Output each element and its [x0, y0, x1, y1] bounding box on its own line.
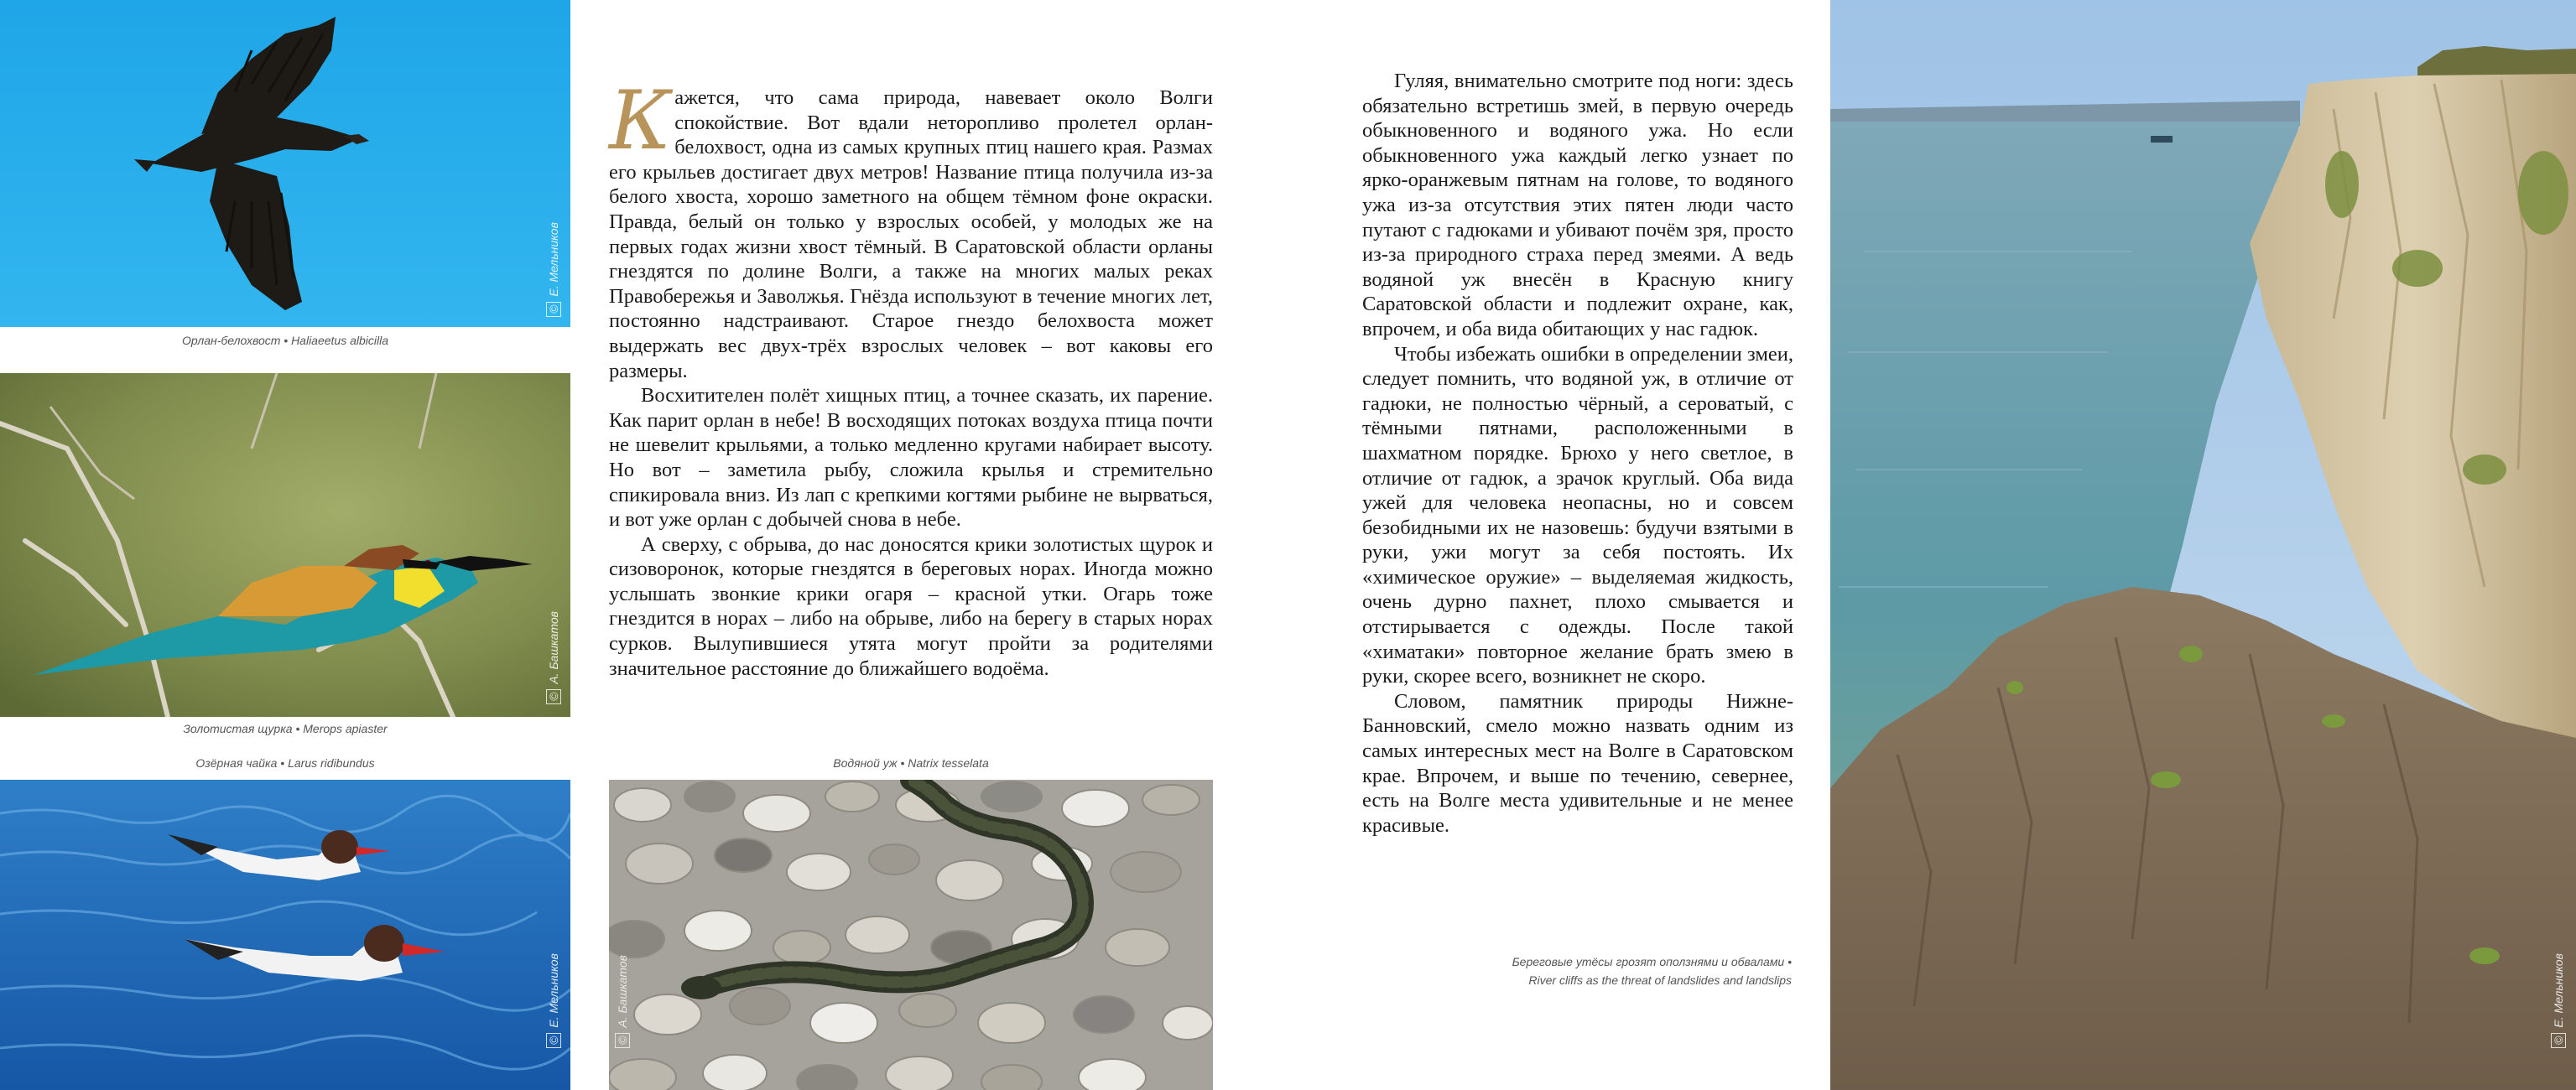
paragraph: А сверху, с обрыва, до нас доносятся крики золотистых щурок и сизоворонок, которые гнездятся в береговых норах. Иногда можно услышать звонкие крики огаря – красной утки. Огарь тоже гнездится в норах – либо на обрыве, либо на берегу в старых норах сурков. Вылупившиеся утята могут пройти за родителями значительное расстояние до ближайшего водоёма. — [609, 532, 1213, 680]
dropcap: К — [609, 74, 672, 168]
paragraph: Восхитителен полёт хищных птиц, а точнее сказать, их парение. Как парит орлан в небе! В восходящих потоках воздуха птица почти не шевелит крыльями, а только медленно кругами набирает высоту. Но вот – заметила рыбу, сложила крылья и стремительно спикировала вниз. Из лап с крепкими когтями рыбине не вырваться, и вот уже орлан с добычей снова в небе. — [609, 384, 1213, 532]
paragraph: Кажется, что сама природа, навевает около Волги спокойствие. Вот вдали неторопливо пролетел орлан-белохвост, одна из самых крупных птиц нашего края. Размах его крыльев достигает двух метров! Название птица получила из-за белого хвоста, хорошо заметного на общем тёмном фоне окраски. Правда, белый он только у взрослых особей, у молодых же на первых годах жизни хвост тёмный. В Саратовской области орланы гнездятся по долине Волги, а также на многих малых реках Правобережья и Заволжья. Гнёзда используют в течение многих лет, постоянно надстраивают. Старое гнездо белохвоста может выдержать вес двух-трёх взрослых человек – вот каковы его размеры. — [609, 74, 1213, 382]
paragraph: Чтобы избежать ошибки в определении змеи, следует помнить, что водяной уж, в отличие от гадюки, не полностью чёрный, а сероватый, с тёмными пятнами, расположенными в шахматном порядке. Брюхо у него светлое, в отличие от гадюк, а зрачок круглый. Оба вида ужей для человека неопасны, но и совсем безобидными их не назовешь: будучи взятыми в руки, ужи могут за себя постоять. Их «химическое оружие» – выделяемая жидкость, очень дурно пахнет, плохо смывается и отстирывается с одежды. После такой «химатаки» повторное желание брать змею в руки, скорее всего, возникнет не скоро. — [1362, 342, 1793, 688]
bee-eater-photo — [0, 373, 570, 717]
photo-credit: ©Е. Мельников — [547, 953, 560, 1048]
gull-photo — [0, 780, 570, 1090]
gull-caption: Озёрная чайка • Larus ridibundus — [195, 756, 375, 770]
snake-photo — [609, 780, 1213, 1090]
paragraph: Словом, памятник природы Нижне-Банновский, смело можно назвать одним из самых интересных мест на Волге в Саратовском крае. Впрочем, и выше по течению, севернее, есть на Волге места удивительные и не менее красивые. — [1362, 689, 1793, 837]
eagle-caption: Орлан-белохвост • Haliaeetus albicilla — [181, 334, 389, 347]
cliff-caption-en: River cliffs as the threat of landslides and landslips — [1528, 973, 1792, 987]
photo-credit: ©Е. Мельников — [547, 222, 560, 317]
photo-credit: ©А. Башкатов — [547, 611, 560, 704]
snake-caption: Водяной уж • Natrix tesselata — [833, 756, 989, 770]
left-text-column — [609, 74, 1213, 681]
photo-credit: ©Е. Мельников — [2552, 953, 2565, 1048]
eagle-photo — [0, 0, 570, 327]
cliff-photo — [1830, 0, 2576, 1090]
cliff-caption-ru: Береговые утёсы грозят оползнями и обвалами • — [1512, 955, 1792, 968]
bee-eater-caption: Золотистая щурка • Merops apiaster — [183, 722, 388, 735]
paragraph: Гуляя, внимательно смотрите под ноги: здесь обязательно встретишь змей, в первую очередь обыкновенного и водяного ужа. Но если обыкновенного ужа каждый легко узнает по ярко-оранжевым пятнам на голове, то водяного ужа из-за отсутствия этих пятен люди часто путают с гадюками и убивают почём зря, просто из-за природного страха перед змеями. А ведь водяной уж внесён в Красную книгу Саратовской области и подлежит охране, как, впрочем, и оба вида обитающих у нас гадюк. — [1362, 70, 1793, 340]
cliff-caption — [1342, 952, 1792, 989]
right-text-column — [1362, 69, 1793, 838]
photo-credit: ©А. Башкатов — [616, 955, 629, 1048]
